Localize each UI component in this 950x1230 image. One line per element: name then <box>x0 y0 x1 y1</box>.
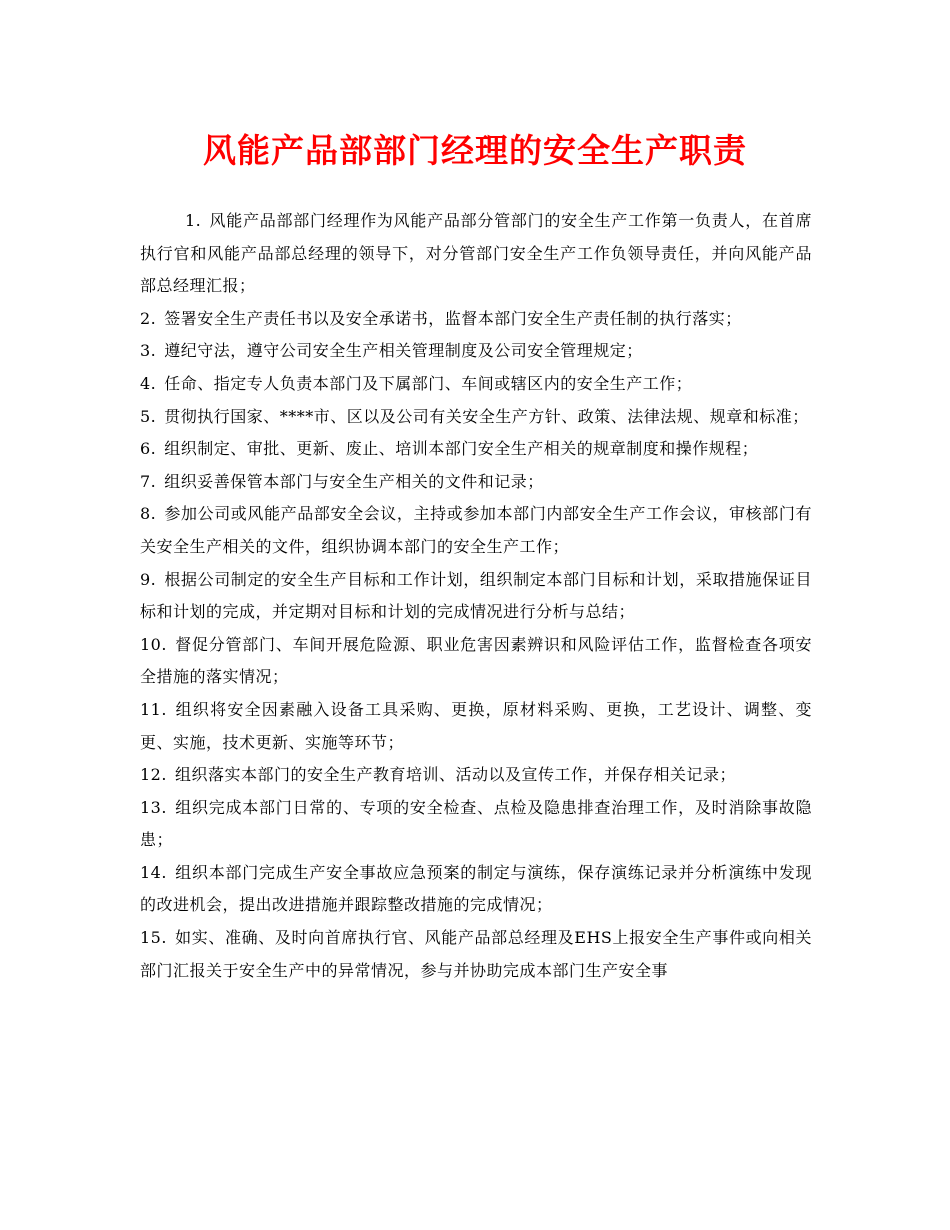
item-text: 贯彻执行国家、****市、区以及公司有关安全生产方针、政策、法律法规、规章和标准； <box>164 406 809 426</box>
list-item <box>140 368 812 401</box>
list-item <box>140 205 812 303</box>
item-text: 如实、准确、及时向首席执行官、风能产品部总经理及EHS上报安全生产事件或向相关部门汇报关于安全生产中的异常情况，参与并协助完成本部门生产安全事 <box>140 928 812 980</box>
item-text: 签署安全生产责任书以及安全承诺书，监督本部门安全生产责任制的执行落实； <box>164 308 742 328</box>
list-item <box>140 792 812 857</box>
item-number: 14. <box>140 862 167 882</box>
list-item <box>140 694 812 759</box>
list-item <box>140 433 812 466</box>
list-item <box>140 759 812 792</box>
item-number: 10. <box>140 634 167 654</box>
list-item <box>140 564 812 629</box>
list-item <box>140 857 812 922</box>
item-text: 组织将安全因素融入设备工具采购、更换，原材料采购、更换，工艺设计、调整、变更、实施，技术更新、实施等环节； <box>140 699 812 752</box>
item-text: 风能产品部部门经理作为风能产品部分管部门的安全生产工作第一负责人，在首席执行官和风能产品部总经理的领导下，对分管部门安全生产工作负领导责任，并向风能产品部总经理汇报； <box>140 211 812 296</box>
item-text: 督促分管部门、车间开展危险源、职业危害因素辨识和风险评估工作，监督检查各项安全措施的落实情况； <box>140 634 812 687</box>
list-item <box>140 498 812 563</box>
list-item <box>140 401 812 434</box>
item-number: 6. <box>140 439 157 459</box>
item-number: 8. <box>140 504 157 524</box>
item-number: 13. <box>140 797 167 817</box>
list-item <box>140 303 812 336</box>
item-text: 遵纪守法，遵守公司安全生产相关管理制度及公司安全管理规定； <box>164 341 643 361</box>
item-text: 参加公司或风能产品部安全会议，主持或参加本部门内部安全生产工作会议，审核部门有关安全生产相关的文件，组织协调本部门的安全生产工作； <box>140 504 812 556</box>
item-number: 2. <box>140 308 157 328</box>
item-text: 根据公司制定的安全生产目标和工作计划，组织制定本部门目标和计划，采取措施保证目标和计划的完成，并定期对目标和计划的完成情况进行分析与总结； <box>140 569 812 622</box>
item-text: 组织妥善保管本部门与安全生产相关的文件和记录； <box>164 471 544 491</box>
item-number: 12. <box>140 765 167 785</box>
item-text: 组织本部门完成生产安全事故应急预案的制定与演练，保存演练记录并分析演练中发现的改进机会，提出改进措施并跟踪整改措施的完成情况； <box>140 862 812 915</box>
page-title: 风能产品部部门经理的安全生产职责 <box>203 131 747 170</box>
item-text: 组织落实本部门的安全生产教育培训、活动以及宣传工作，并保存相关记录； <box>174 765 736 785</box>
list-item <box>140 629 812 694</box>
list-item <box>140 922 812 987</box>
item-text: 组织完成本部门日常的、专项的安全检查、点检及隐患排查治理工作，及时消除事故隐患； <box>140 797 812 850</box>
item-number: 15. <box>140 928 167 948</box>
list-item <box>140 466 812 499</box>
item-number: 9. <box>140 569 157 589</box>
item-number: 3. <box>140 341 157 361</box>
item-text: 任命、指定专人负责本部门及下属部门、车间或辖区内的安全生产工作； <box>164 373 693 393</box>
item-number: 4. <box>140 373 157 393</box>
item-number: 7. <box>140 471 157 491</box>
item-text: 组织制定、审批、更新、废止、培训本部门安全生产相关的规章制度和操作规程； <box>164 439 759 459</box>
item-number: 11. <box>140 699 167 719</box>
list-item <box>140 335 812 368</box>
item-number: 5. <box>140 406 157 426</box>
document-body <box>140 205 812 987</box>
item-number: 1. <box>185 211 202 230</box>
